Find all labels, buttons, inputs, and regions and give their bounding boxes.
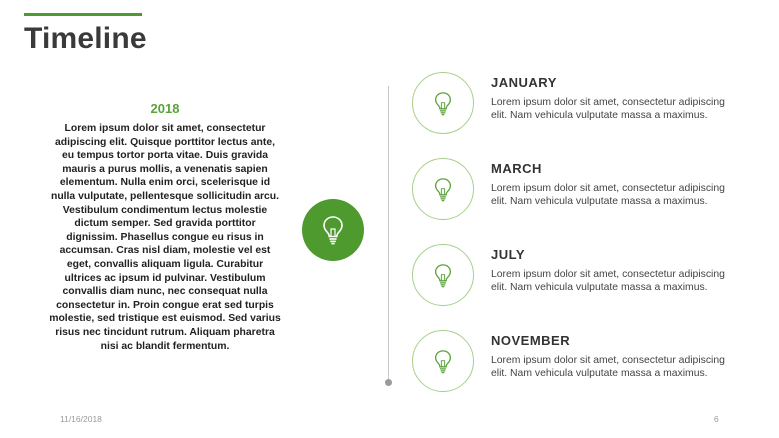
featured-circle [302, 199, 364, 261]
timeline-line [388, 86, 389, 382]
timeline-item-text: Lorem ipsum dolor sit amet, consectetur adipiscing elit. Nam vehicula vulputate massa a maximus. [491, 355, 725, 380]
timeline-item-january-circle [412, 72, 474, 134]
year-label: 2018 [150, 101, 180, 116]
lightbulb-icon [434, 263, 452, 288]
timeline-item-month: JULY [491, 247, 526, 262]
footer-date: 11/16/2018 [60, 414, 102, 424]
timeline-item-month: NOVEMBER [491, 333, 571, 348]
lightbulb-icon [434, 91, 452, 116]
page-number: 6 [714, 414, 719, 424]
timeline-item-text: Lorem ipsum dolor sit amet, consectetur adipiscing elit. Nam vehicula vulputate massa a maximus. [491, 97, 725, 122]
timeline-item-month: JANUARY [491, 75, 557, 90]
year-description: Lorem ipsum dolor sit amet, consectetur adipiscing elit. Quisque porttitor lectus ante, eu tempus tortor porta vitae. Duis gravida mauris a purus mollis, a venenatis sapien elementum. Nulla enim orci, scelerisque id nulla vulputate, pellentesque sollicitudin arcu. Vestibulum condimentum lectus molestie dictum semper. Sed gravida porttitor dignissim. Phasellus congue eu risus in accumsan. Cras nisl diam, molestie vel est eget, convallis aliquam ligula. Curabitur ultrices ac ipsum id pulvinar. Vestibulum convallis diam nunc, nec consequat nulla consectetur in. Proin congue erat sed turpis molestie, sed tristique est euismod. Sed varius risus nec tincidunt rutrum. Aliquam pharetra nisi ac blandit fermentum. [49, 123, 281, 352]
timeline-item-text: Lorem ipsum dolor sit amet, consectetur adipiscing elit. Nam vehicula vulputate massa a maximus. [491, 269, 725, 294]
timeline-item-text: Lorem ipsum dolor sit amet, consectetur adipiscing elit. Nam vehicula vulputate massa a maximus. [491, 183, 725, 208]
lightbulb-icon [434, 349, 452, 374]
timeline-end-dot [385, 379, 392, 386]
timeline-item-march-circle [412, 158, 474, 220]
timeline-item-july-circle [412, 244, 474, 306]
title-accent-bar [24, 13, 142, 16]
page-title: Timeline [24, 22, 147, 55]
timeline-item-month: MARCH [491, 161, 542, 176]
lightbulb-icon [434, 177, 452, 202]
timeline-item-november-circle [412, 330, 474, 392]
lightbulb-icon [322, 215, 344, 245]
